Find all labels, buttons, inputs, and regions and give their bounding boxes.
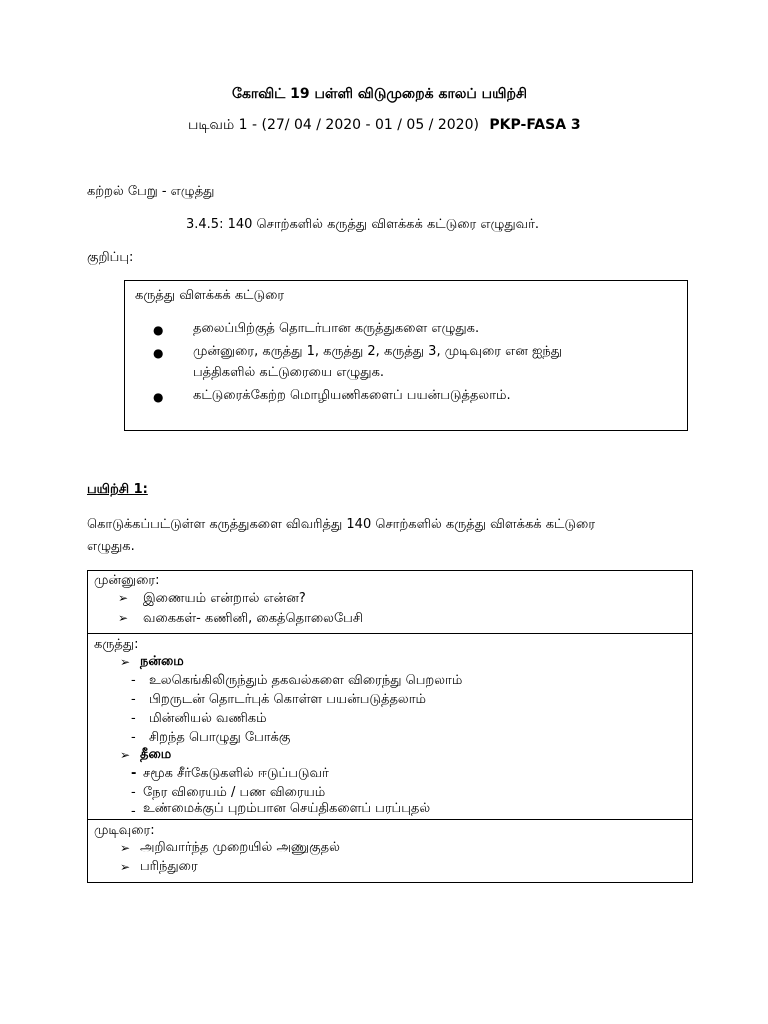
cons-item: நேர விரையம் / பண விரையம் [143,785,326,800]
bullet-icon: ● [153,390,164,404]
notes-item: தலைப்பிற்குத் தொடர்பான கருத்துகளை எழுதுக. [193,321,480,336]
bullet-icon: ● [153,346,164,360]
pkp-fasa-label: PKP-FASA 3 [489,117,581,133]
pros-item: சிறந்த பொழுது போக்கு [149,730,291,745]
pros-label: நன்மை [140,654,184,669]
exercise-instruction: கொடுக்கப்பட்டுள்ள கருத்துகளை விவரித்து 140 சொற்களில் கருத்து விளக்கக் கட்டுரை [87,517,596,532]
pros-item: மின்னியல் வணிகம் [149,711,267,726]
body-label: கருத்து: [94,637,139,652]
document-subtitle [188,117,581,135]
pros-item: உலகெங்கிலிருந்தும் தகவல்களை விரைந்து பெறலாம் [149,673,463,688]
dash-marker: - [131,785,136,800]
note-label: குறிப்பு: [87,250,134,265]
dash-marker: - [131,673,136,688]
intro-section [87,570,693,634]
learning-standard: 3.4.5: 140 சொற்களில் கருத்து விளக்கக் கட்டுரை எழுதுவர். [186,217,540,232]
dash-marker: - [131,804,136,819]
intro-label: முன்னுரை: [94,573,160,588]
form-date-range: படிவம் 1 - (27/ 04 / 2020 - 01 / 05 / 2020) [188,117,479,133]
notes-item: கட்டுரைக்கேற்ற மொழியணிகளைப் பயன்படுத்தலாம். [193,388,511,403]
dash-marker: - [131,692,136,707]
exercise-title: பயிற்சி 1: [87,482,148,497]
intro-item: இணையம் என்றால் என்ன? [143,591,306,606]
conclusion-item: அறிவார்ந்த முறையில் அணுகுதல் [140,840,340,855]
dash-marker: - [131,766,137,781]
arrow-icon: ➢ [118,611,129,625]
cons-item: சமூக சீர்கேடுகளில் ஈடுப்படுவர் [143,766,329,781]
arrow-icon: ➢ [118,591,129,605]
dash-marker: - [131,730,136,745]
arrow-icon: ➢ [120,748,131,762]
document-title: கோவிட் 19 பள்ளி விடுமுறைக் காலப் பயிற்சி [232,86,527,102]
notes-heading: கருத்து விளக்கக் கட்டுரை [135,288,285,303]
notes-item: முன்னுரை, கருத்து 1, கருத்து 2, கருத்து 3, முடிவுரை என ஐந்து [193,344,563,359]
notes-item-continued: பத்திகளில் கட்டுரையை எழுதுக. [193,365,385,380]
pros-item: பிறருடன் தொடர்புக் கொள்ள பயன்படுத்தலாம் [149,692,426,707]
cons-label: தீமை [140,747,172,762]
arrow-icon: ➢ [120,841,131,855]
conclusion-section [87,819,693,883]
conclusion-label: முடிவுரை: [94,823,155,838]
cons-item: உண்மைக்குப் புறம்பான செய்திகளைப் பரப்புதல் [143,801,431,816]
learning-outcome-label: கற்றல் பேறு - எழுத்து [87,184,215,199]
dash-marker: - [131,711,136,726]
bullet-icon: ● [153,323,164,337]
conclusion-item: பரிந்துரை [140,859,198,874]
arrow-icon: ➢ [120,860,131,874]
arrow-icon: ➢ [120,655,131,669]
notes-box [124,280,688,431]
exercise-instruction-continued: எழுதுக. [87,539,135,554]
intro-item: வகைகள்- கணினி, கைத்தொலைபேசி [143,611,364,626]
body-section [87,633,693,820]
